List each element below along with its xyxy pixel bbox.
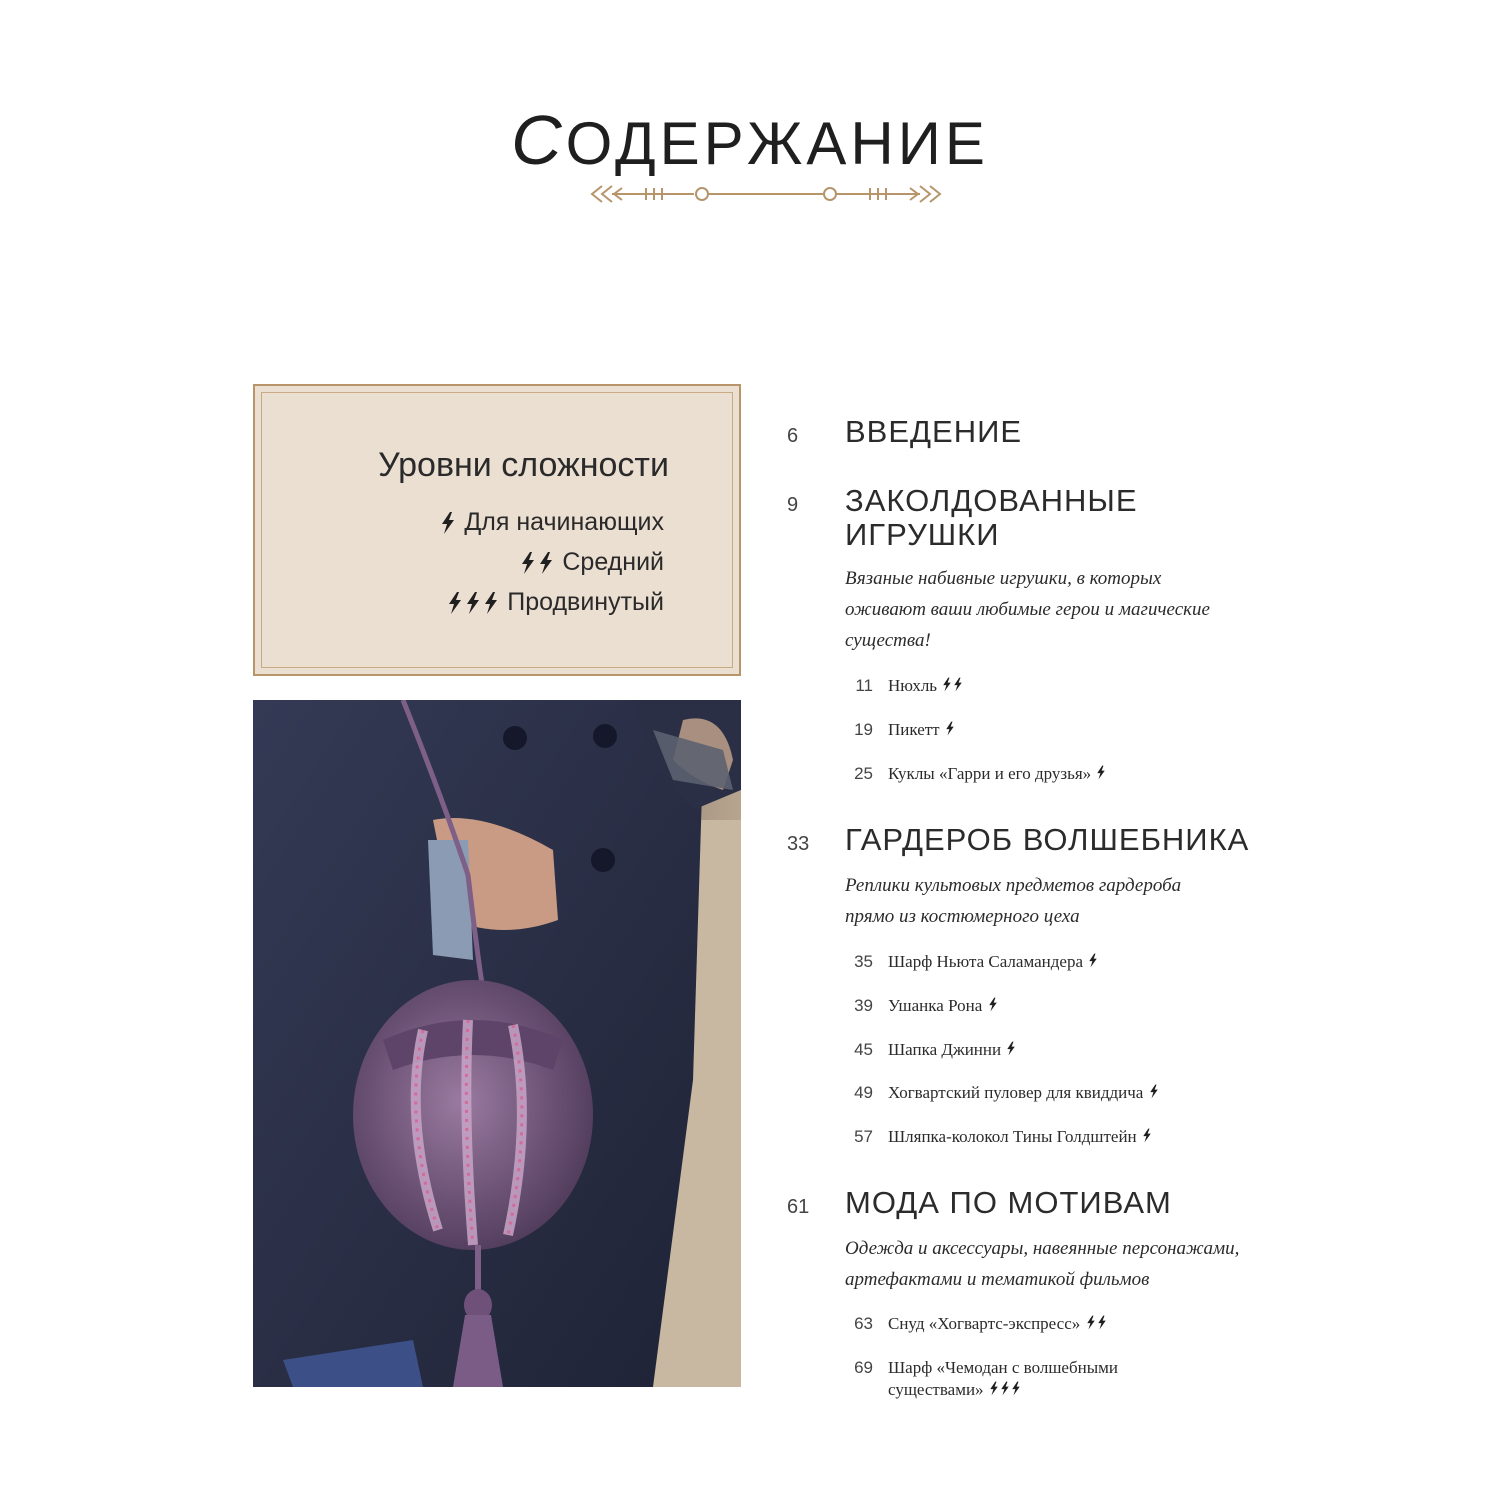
lightning-bolt-icon: [447, 592, 499, 614]
lightning-bolt-icon: [1085, 1314, 1107, 1333]
item-title: [888, 1082, 1248, 1104]
page-title: [0, 100, 1500, 180]
level-advanced: [447, 588, 664, 617]
knitted-bag-photo: [253, 700, 741, 1387]
section-title-line: ИГРУШКИ: [845, 517, 1000, 552]
lightning-bolt-icon: [1005, 1040, 1016, 1059]
toc-page-fashion: 61: [787, 1196, 810, 1218]
item-title-text: Нюхль: [888, 676, 938, 695]
item-title-text: Шарф Ньюта Саламандера: [888, 952, 1083, 971]
lightning-bolt-icon: [520, 552, 554, 574]
item-title: [888, 951, 1248, 973]
section-title-line: ЗАКОЛДОВАННЫЕ: [845, 483, 1138, 518]
title-initial: С: [511, 101, 566, 179]
level-label: Для начинающих: [464, 508, 664, 536]
item-title-text: Шарф «Чемодан с волшебными: [888, 1358, 1118, 1377]
desc-line: Вязаные набивные игрушки, в которых: [845, 568, 1162, 589]
desc-line: Одежда и аксессуары, навеянные персонажами,: [845, 1238, 1240, 1259]
lightning-bolt-icon: [1087, 952, 1098, 971]
item-title: [888, 995, 1248, 1017]
arrow-ornament: [588, 180, 944, 208]
lightning-bolt-icon: [1095, 764, 1106, 783]
item-title: [888, 719, 1248, 741]
item-title-text: Снуд «Хогвартс-экспресс»: [888, 1314, 1081, 1333]
toc-desc-toys: [845, 563, 1295, 656]
title-rest: ОДЕРЖАНИЕ: [565, 110, 989, 177]
item-page: 25: [854, 764, 873, 783]
difficulty-legend-box: [253, 384, 741, 676]
toc-section-intro[interactable]: ВВЕДЕНИЕ: [845, 414, 1023, 449]
item-page: 45: [854, 1040, 873, 1059]
item-page: 69: [854, 1358, 873, 1377]
desc-line: существа!: [845, 630, 931, 651]
item-page: 63: [854, 1314, 873, 1333]
desc-line: Реплики культовых предметов гардероба: [845, 875, 1182, 896]
item-title: [888, 763, 1248, 785]
lightning-bolt-icon: [941, 676, 963, 695]
lightning-bolt-icon: [987, 996, 998, 1015]
item-title: [888, 1126, 1248, 1148]
item-page: 49: [854, 1083, 873, 1102]
toc-page-intro: 6: [787, 425, 799, 447]
toc-page-toys: 9: [787, 494, 799, 516]
desc-line: оживают ваши любимые герои и магические: [845, 599, 1210, 620]
toc-page-wardrobe: 33: [787, 833, 810, 855]
toc-section-toys[interactable]: [845, 484, 1285, 552]
item-page: 19: [854, 720, 873, 739]
toc-section-wardrobe[interactable]: ГАРДЕРОБ ВОЛШЕБНИКА: [845, 822, 1250, 857]
item-title: [888, 675, 1248, 697]
desc-line: артефактами и тематикой фильмов: [845, 1269, 1150, 1290]
item-page: 39: [854, 996, 873, 1015]
lightning-bolt-icon: [440, 512, 456, 534]
item-title-text: существами»: [888, 1380, 984, 1399]
item-page: 35: [854, 952, 873, 971]
item-page: 11: [855, 676, 873, 695]
toc-desc-wardrobe: [845, 870, 1295, 932]
item-title-text: Пикетт: [888, 720, 940, 739]
item-title: [888, 1313, 1248, 1335]
level-label: Продвинутый: [507, 588, 664, 616]
level-label: Средний: [562, 548, 664, 576]
level-intermediate: [520, 548, 664, 577]
item-title-text: Хогвартский пуловер для квиддича: [888, 1083, 1144, 1102]
toc-section-fashion[interactable]: МОДА ПО МОТИВАМ: [845, 1185, 1172, 1220]
lightning-bolt-icon: [988, 1380, 1021, 1399]
item-title-text: Шляпка-колокол Тины Голдштейн: [888, 1127, 1137, 1146]
lightning-bolt-icon: [1141, 1127, 1152, 1146]
lightning-bolt-icon: [1148, 1083, 1159, 1102]
legend-title: Уровни сложности: [378, 446, 669, 484]
lightning-bolt-icon: [944, 720, 955, 739]
item-title: [888, 1357, 1248, 1401]
item-page: 57: [854, 1127, 873, 1146]
level-beginner: [440, 508, 664, 537]
desc-line: прямо из костюмерного цеха: [845, 906, 1080, 927]
toc-desc-fashion: [845, 1233, 1295, 1295]
item-title-text: Шапка Джинни: [888, 1040, 1002, 1059]
item-title: [888, 1039, 1248, 1061]
item-title-text: Ушанка Рона: [888, 996, 983, 1015]
item-title-text: Куклы «Гарри и его друзья»: [888, 764, 1092, 783]
